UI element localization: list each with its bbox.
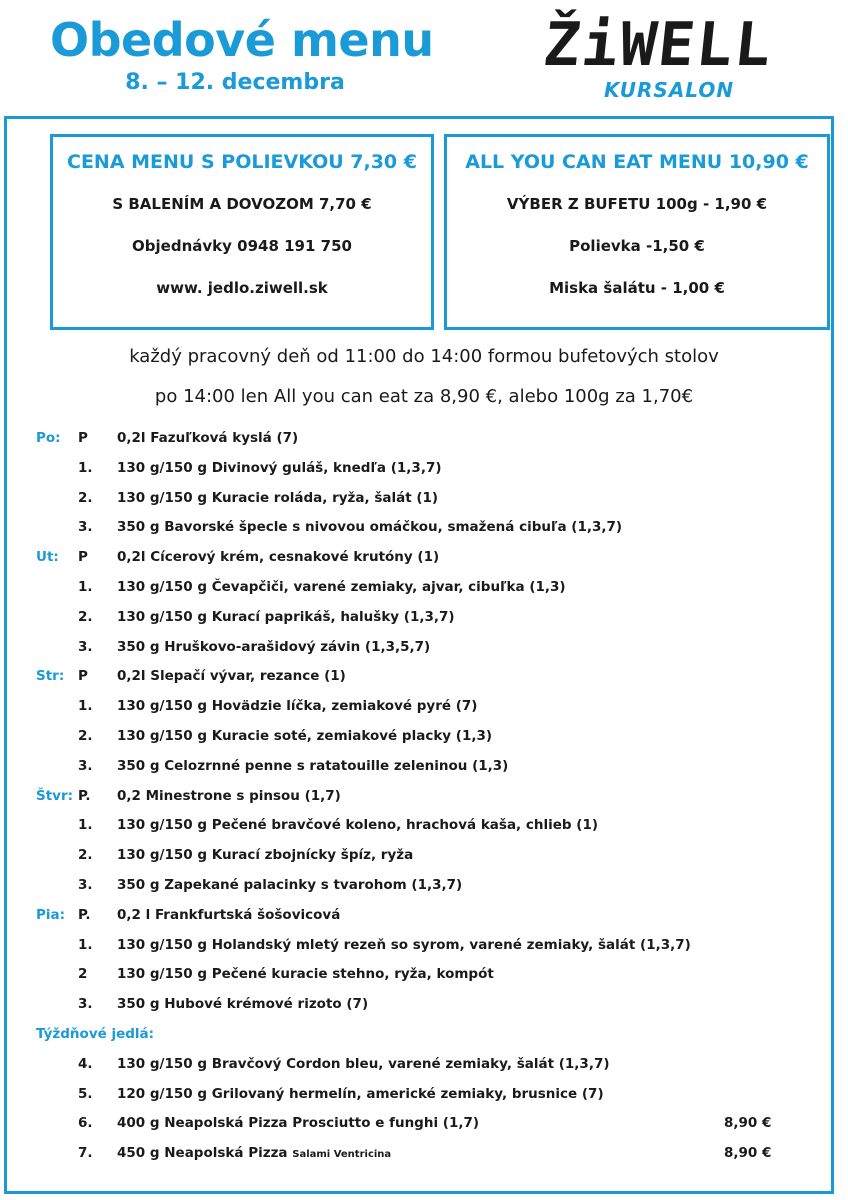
all-you-can-eat-heading: ALL YOU CAN EAT MENU 10,90 € (465, 151, 809, 173)
menu-code: 1. (78, 698, 93, 715)
menu-code: 3. (78, 757, 93, 774)
weekly-dish-name: 400 g Neapolská Pizza Prosciutto e funghi (1,7) (117, 1115, 480, 1132)
menu-row (0, 635, 848, 665)
menu-price-box (50, 134, 434, 330)
all-you-can-eat-box (444, 134, 830, 330)
logo-subtitle: KURSALON (604, 78, 735, 102)
menu-code: 3. (78, 876, 93, 893)
weekly-row (0, 1141, 848, 1171)
menu-dish: 130 g/150 g Pečené kuracie stehno, ryža, kompót (117, 966, 494, 983)
menu-code: 1. (78, 578, 93, 595)
weekly-row (0, 1111, 848, 1141)
weekly-dish-name: 450 g Neapolská Pizza (117, 1145, 293, 1162)
menu-code: 2. (78, 608, 93, 625)
buffet-price: VÝBER Z BUFETU 100g - 1,90 € (506, 195, 768, 213)
menu-dish: 350 g Hubové krémové rizoto (7) (117, 996, 369, 1013)
menu-row (0, 694, 848, 724)
menu-row (0, 605, 848, 635)
menu-code: 2 (78, 966, 88, 983)
menu-row (0, 426, 848, 456)
delivery-price: S BALENÍM A DOVOZOM 7,70 € (112, 195, 372, 213)
menu-row (0, 545, 848, 575)
menu-row (0, 873, 848, 903)
menu-dish: 0,2 l Frankfurtská šošovicová (117, 906, 341, 923)
menu-code: 2. (78, 489, 93, 506)
menu-dish: 130 g/150 g Kurací zbojnícky špíz, ryža (117, 847, 414, 864)
logo (540, 4, 815, 104)
menu-code: 3. (78, 996, 93, 1013)
weekly-code: 5. (78, 1085, 93, 1102)
weekly-price: 8,90 € (724, 1145, 772, 1162)
menu-code: 2. (78, 727, 93, 744)
menu-code: 2. (78, 847, 93, 864)
menu-code: 1. (78, 817, 93, 834)
weekly-price: 8,90 € (724, 1115, 772, 1132)
menu-code: 1. (78, 459, 93, 476)
weekly-row (0, 1052, 848, 1082)
date-range: 8. – 12. decembra (125, 70, 345, 95)
menu-code: P. (78, 787, 91, 804)
menu-row (0, 664, 848, 694)
afternoon-offer-note: po 14:00 len All you can eat za 8,90 €, alebo 100g za 1,70€ (154, 386, 694, 407)
menu-dish: 130 g/150 g Hovädzie líčka, zemiakové pyré (7) (117, 698, 478, 715)
menu-row (0, 843, 848, 873)
menu-row (0, 933, 848, 963)
menu-dish: 130 g/150 g Čevapčiči, varené zemiaky, ajvar, cibuľka (1,3) (117, 578, 566, 595)
menu-code: P. (78, 906, 91, 923)
menu-dish: 0,2l Cícerový krém, cesnakové krutóny (1) (117, 549, 440, 566)
weekly-dish-name: 130 g/150 g Bravčový Cordon bleu, varené zemiaky, šalát (1,3,7) (117, 1055, 610, 1072)
page-title: Obedové menu (50, 13, 434, 67)
menu-row (0, 456, 848, 486)
menu-row (0, 575, 848, 605)
website: www. jedlo.ziwell.sk (156, 279, 328, 297)
menu-dish: 130 g/150 g Pečené bravčové koleno, hrachová kaša, chlieb (1) (117, 817, 599, 834)
weekly-code: 4. (78, 1055, 93, 1072)
menu-code: 1. (78, 936, 93, 953)
menu-dish: 130 g/150 g Kuracie soté, zemiakové placky (1,3) (117, 727, 493, 744)
weekly-dish-variant: Salami Ventricina (292, 1149, 392, 1161)
menu-row (0, 962, 848, 992)
menu-list (0, 426, 848, 1171)
weekly-code: 7. (78, 1145, 93, 1162)
menu-row (0, 486, 848, 516)
menu-row (0, 903, 848, 933)
menu-dish: 0,2l Slepačí vývar, rezance (1) (117, 668, 346, 685)
menu-day: Str: (36, 668, 65, 685)
menu-day: Štvr: (36, 787, 74, 804)
menu-day: Ut: (36, 549, 59, 566)
soup-price: Polievka -1,50 € (569, 237, 705, 255)
menu-row (0, 813, 848, 843)
salad-price: Miska šalátu - 1,00 € (549, 279, 725, 297)
menu-dish: 350 g Zapekané palacinky s tvarohom (1,3,7) (117, 876, 463, 893)
order-phone: Objednávky 0948 191 750 (132, 237, 352, 255)
menu-dish: 350 g Celozrnné penne s ratatouille zeleninou (1,3) (117, 757, 509, 774)
menu-code: P (78, 668, 88, 685)
menu-dish: 350 g Bavorské špecle s nivovou omáčkou, smažená cibuľa (1,3,7) (117, 519, 623, 536)
weekly-dish (117, 1052, 610, 1076)
menu-row (0, 992, 848, 1022)
weekly-row (0, 1082, 848, 1112)
logo-wordmark: ŽiWELL (540, 10, 777, 80)
menu-price-heading: CENA MENU S POLIEVKOU 7,30 € (67, 151, 417, 173)
menu-dish: 130 g/150 g Kurací paprikáš, halušky (1,3,7) (117, 608, 455, 625)
menu-code: P (78, 430, 88, 446)
menu-row (0, 724, 848, 754)
menu-dish: 130 g/150 g Divinový guláš, knedľa (1,3,7) (117, 459, 442, 476)
menu-dish: 0,2l Fazuľková kyslá (7) (117, 430, 299, 446)
menu-dish: 0,2 Minestrone s pinsou (1,7) (117, 787, 341, 804)
menu-day: Pia: (36, 906, 66, 923)
menu-code: 3. (78, 519, 93, 536)
weekly-dish (117, 1141, 391, 1167)
weekly-dish (117, 1082, 604, 1106)
weekly-dish (117, 1111, 479, 1135)
menu-code: P (78, 549, 88, 566)
menu-day: Po: (36, 430, 61, 446)
menu-code: 3. (78, 638, 93, 655)
weekly-dishes-heading: Týždňové jedlá: (36, 1025, 155, 1042)
menu-row (0, 515, 848, 545)
service-hours-note: každý pracovný deň od 11:00 do 14:00 formou bufetových stolov (129, 346, 719, 367)
menu-row (0, 754, 848, 784)
weekly-code: 6. (78, 1115, 93, 1132)
menu-dish: 130 g/150 g Holandský mletý rezeň so syrom, varené zemiaky, šalát (1,3,7) (117, 936, 691, 953)
menu-dish: 350 g Hruškovo-arašidový závin (1,3,5,7) (117, 638, 431, 655)
weekly-dish-name: 120 g/150 g Grilovaný hermelín, americké zemiaky, brusnice (7) (117, 1085, 604, 1102)
menu-dish: 130 g/150 g Kuracie roláda, ryža, šalát (1) (117, 489, 439, 506)
menu-row (0, 784, 848, 814)
